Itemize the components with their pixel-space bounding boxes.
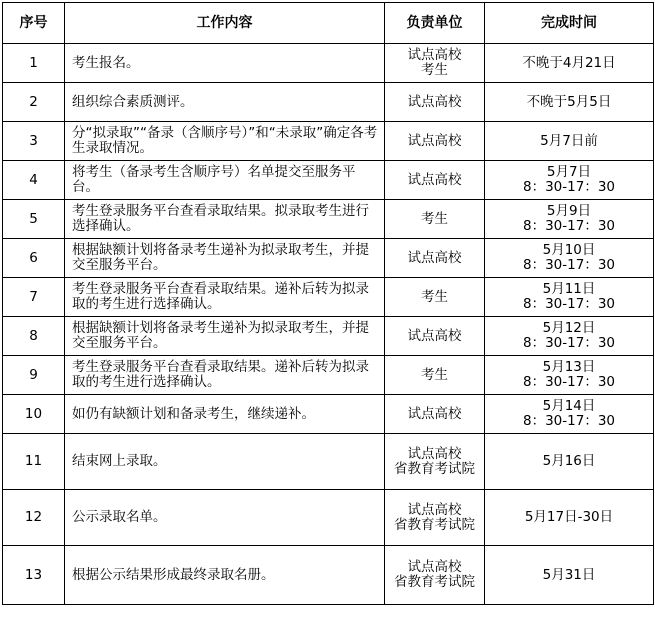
row-no: 10 [3,395,65,434]
row-time [485,278,654,317]
header-unit: 负责单位 [385,3,485,44]
row-unit [385,161,485,200]
time-line: 8：30-17：30 [523,179,615,195]
unit-line: 试点高校 [407,249,462,266]
row-time [485,44,654,83]
table-row [3,239,654,278]
row-time [485,395,654,434]
row-unit [385,395,485,434]
table-row [3,161,654,200]
row-unit [385,317,485,356]
row-content: 将考生（备录考生含顺序号）名单提交至服务平台。 [65,161,385,200]
row-content: 分“拟录取”“备录（含顺序号）”和“未录取”确定各考生录取情况。 [65,122,385,161]
table-row [3,200,654,239]
header-time: 完成时间 [485,3,654,44]
time-line: 5月10日 [542,242,596,258]
time-line: 8：30-17：30 [523,257,615,273]
table-row [3,83,654,122]
row-time [485,239,654,278]
unit-line: 考生 [421,366,448,383]
row-no: 9 [3,356,65,395]
table-row [3,546,654,605]
time-line: 5月11日 [542,281,596,297]
header-content: 工作内容 [65,3,385,44]
unit-line: 试点高校 [407,327,462,344]
unit-line: 试点高校 [407,445,462,462]
row-time [485,122,654,161]
table-row [3,395,654,434]
row-unit [385,44,485,83]
row-unit [385,434,485,490]
schedule-table [2,2,654,605]
unit-line: 省教育考试院 [394,516,475,533]
table-row [3,434,654,490]
unit-line: 省教育考试院 [394,574,475,590]
time-line: 5月7日前 [540,132,598,149]
table-row [3,490,654,546]
row-content: 考生登录服务平台查看录取结果。递补后转为拟录取的考生进行选择确认。 [65,356,385,395]
row-no: 5 [3,200,65,239]
time-line: 8：30-17：30 [523,335,615,351]
row-time [485,317,654,356]
row-content: 结束网上录取。 [65,434,385,490]
table-row [3,278,654,317]
time-line: 8：30-17：30 [523,413,615,429]
row-content: 考生登录服务平台查看录取结果。拟录取考生进行选择确认。 [65,200,385,239]
time-line: 5月13日 [542,359,596,375]
time-line: 5月17日-30日 [524,509,614,525]
row-no: 12 [3,490,65,546]
table-header-row [3,3,654,44]
row-no: 2 [3,83,65,122]
row-content: 如仍有缺额计划和备录考生，继续递补。 [65,395,385,434]
unit-line: 考生 [421,62,448,78]
row-time [485,83,654,122]
row-time [485,546,654,605]
row-unit [385,122,485,161]
row-unit [385,200,485,239]
row-no: 8 [3,317,65,356]
unit-line: 试点高校 [407,501,462,518]
row-content: 根据公示结果形成最终录取名册。 [65,546,385,605]
time-line: 5月16日 [542,453,596,469]
unit-line: 试点高校 [407,47,462,63]
row-time [485,161,654,200]
row-unit [385,83,485,122]
unit-line: 试点高校 [407,405,462,422]
unit-line: 省教育考试院 [394,460,475,477]
row-content: 考生登录服务平台查看录取结果。递补后转为拟录取的考生进行选择确认。 [65,278,385,317]
row-time [485,200,654,239]
time-line: 5月12日 [542,320,596,336]
row-no: 13 [3,546,65,605]
time-line: 5月14日 [542,398,596,414]
row-no: 1 [3,44,65,83]
row-unit [385,239,485,278]
header-no: 序号 [3,3,65,44]
time-line: 8：30-17：30 [523,374,615,390]
row-content: 根据缺额计划将备录考生递补为拟录取考生，并提交至服务平台。 [65,239,385,278]
time-line: 5月31日 [542,566,596,583]
unit-line: 试点高校 [407,559,462,575]
time-line: 不晚于4月21日 [522,54,616,71]
table-row [3,122,654,161]
unit-line: 试点高校 [407,171,462,188]
unit-line: 考生 [421,288,448,305]
row-unit [385,546,485,605]
unit-line: 试点高校 [407,132,462,149]
row-unit [385,490,485,546]
row-no: 3 [3,122,65,161]
row-unit [385,356,485,395]
row-no: 6 [3,239,65,278]
time-line: 不晚于5月5日 [526,93,612,110]
row-content: 考生报名。 [65,44,385,83]
row-no: 11 [3,434,65,490]
row-time [485,356,654,395]
time-line: 8：30-17：30 [523,218,615,234]
row-no: 7 [3,278,65,317]
unit-line: 试点高校 [407,93,462,110]
row-time [485,490,654,546]
table-row [3,356,654,395]
time-line: 8：30-17：30 [523,296,615,312]
row-unit [385,278,485,317]
time-line: 5月7日 [546,164,592,180]
row-no: 4 [3,161,65,200]
table-row [3,44,654,83]
time-line: 5月9日 [546,203,592,219]
unit-line: 考生 [421,210,448,227]
row-content: 组织综合素质测评。 [65,83,385,122]
row-content: 根据缺额计划将备录考生递补为拟录取考生，并提交至服务平台。 [65,317,385,356]
row-time [485,434,654,490]
row-content: 公示录取名单。 [65,490,385,546]
table-row [3,317,654,356]
